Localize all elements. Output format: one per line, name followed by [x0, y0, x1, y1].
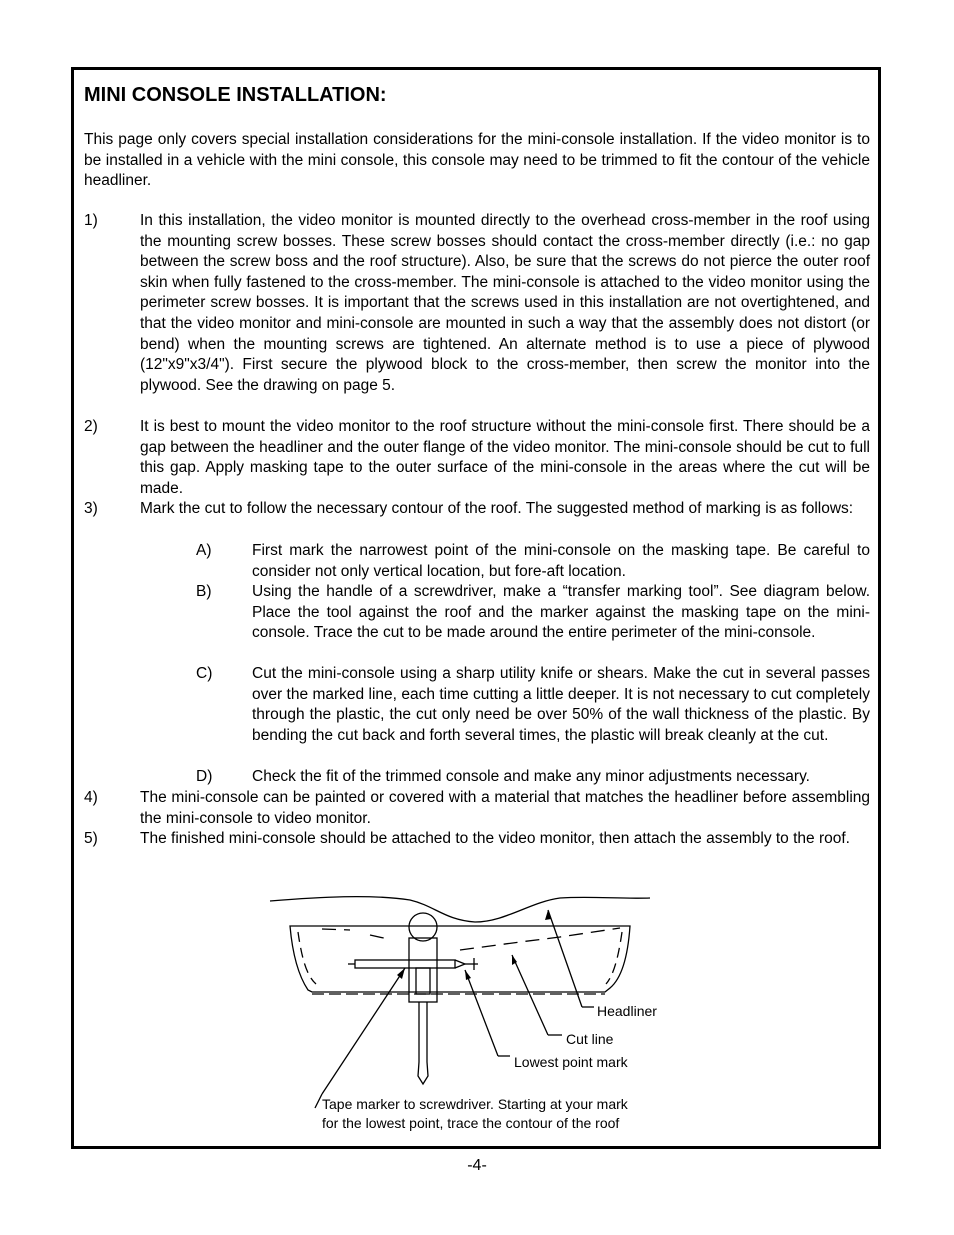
substep-text: First mark the narrowest point of the mini-console on the masking tape. Be careful to consider not only vertical location, but fore-aft location. [252, 542, 870, 580]
page-title: MINI CONSOLE INSTALLATION: [84, 84, 387, 106]
screwdriver-handle-knob [409, 913, 437, 941]
step-2 [84, 417, 870, 499]
substep-b [196, 582, 870, 644]
step-text: The mini-console can be painted or covered with a material that matches the headliner before assembling the mini-console to video monitor. [140, 789, 870, 827]
tape-marker [355, 960, 455, 968]
page-number: -4- [467, 1157, 487, 1174]
step-4 [84, 788, 870, 829]
substep-a [196, 541, 870, 582]
substep-text: Cut the mini-console using a sharp utility knife or shears. Make the cut in several passes over the marked line, each time cutting a little deeper. It is not necessary to cut completely through the plastic, the cut only need be over 50% of the wall thickness of the plastic. By bending the cut back and forth several times, the plastic will break cleanly at the cut. [252, 665, 870, 744]
caption-line-2: for the lowest point, trace the contour of the roof [322, 1115, 620, 1131]
substep-text: Check the fit of the trimmed console and make any minor adjustments necessary. [252, 768, 810, 785]
roof-line [270, 897, 650, 922]
headliner-label: Headliner [597, 1003, 657, 1019]
step-text: In this installation, the video monitor is mounted directly to the overhead cross-member in the roof using the mounting screw bosses. These screw bosses should contact the cross-member directly (i.e.: no gap between the screw boss and the roof structure). Also, be sure that the screws do not pierce the outer roof skin when fully fastened to the cross-member. The mini-console is attached to the video monitor using the perimeter screw bosses. It is important that the screws used in this installation are not overtightened, and that the video monitor and mini-console are mounted in such a way that the assembly does not distort (or bend) when the mounting screws are tightened. An alternate method is to use a piece of plywood (12"x9"x3/4"). First secure the plywood block to the cross-member, then screw the monitor into the plywood. See the drawing on page 5. [140, 212, 870, 394]
step-text: The finished mini-console should be attached to the video monitor, then attach the assembly to the roof. [140, 830, 850, 847]
console-outline [290, 926, 630, 992]
substep-letter: B) [196, 583, 212, 600]
substep-letter: C) [196, 665, 213, 682]
step-number: 1) [84, 212, 98, 229]
cut-line-label: Cut line [566, 1031, 614, 1047]
step-text: It is best to mount the video monitor to the roof structure without the mini-console first. There should be a gap between the headliner and the outer flange of the video monitor. The mini-console should be cut to full this gap. Apply masking tape to the outer surface of the mini-console in the areas where the cut will be made. [140, 418, 870, 497]
substep-letter: A) [196, 542, 212, 559]
step-number: 4) [84, 789, 98, 806]
substep-c [196, 664, 870, 746]
step-1 [84, 211, 870, 396]
substep-d [196, 767, 870, 788]
step-3 [84, 499, 870, 520]
step-5 [84, 829, 870, 850]
lowest-point-label: Lowest point mark [514, 1054, 628, 1070]
caption-line-1: Tape marker to screwdriver. Starting at your mark [322, 1096, 628, 1112]
intro-paragraph: This page only covers special installation considerations for the mini-console installation. If the video monitor is to be installed in a vehicle with the mini console, this console may need to be trimmed to fit the contour of the vehicle headliner. [84, 131, 870, 190]
step-number: 2) [84, 418, 98, 435]
step-number: 5) [84, 830, 98, 847]
substep-text: Using the handle of a screwdriver, make a “transfer marking tool”. See diagram below. Place the tool against the roof and the marker against the masking tape on the mini-console. Trace the cut to be made around the entire perimeter of the mini-console. [252, 583, 870, 642]
step-number: 3) [84, 500, 98, 517]
marking-tool-diagram [260, 880, 680, 1140]
step-text: Mark the cut to follow the necessary contour of the roof. The suggested method of marking is as follows: [140, 500, 854, 517]
substep-letter: D) [196, 768, 213, 785]
